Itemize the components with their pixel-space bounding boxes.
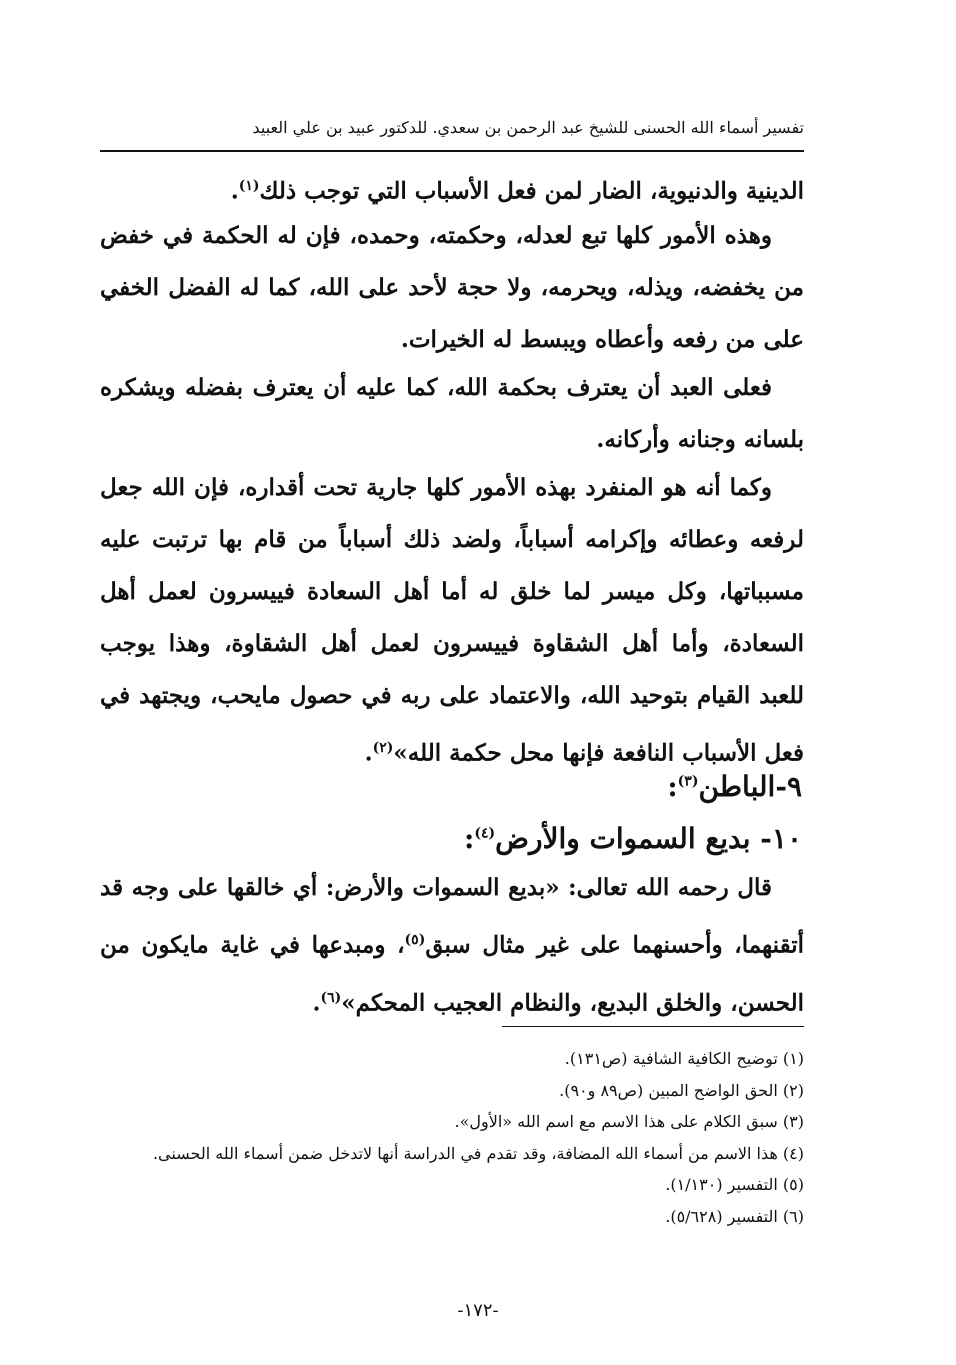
paragraph-5-text: قال رحمه الله تعالى: «بديع السموات والأرض: أي خالقها على وجه قد أتقنهما، وأحسنهما على غير مثال سبق [100,874,804,959]
footnote-6: (٦) التفسير (٥/٦٢٨). [665,1206,804,1226]
footnote-ref-6[interactable]: (٦) [320,989,342,1006]
paragraph-5-middle: ، ومبدعها في غاية مايكون من الحسن، والخلق البديع، والنظام العجيب المحكم» [100,931,804,1017]
page-number: -١٧٢- [457,1300,499,1321]
paragraph-3: فعلى العبد أن يعترف بحكمة الله، كما عليه أن يعترف بفضله ويشكره بلسانه وجنانه وأركانه. [100,374,804,453]
header-divider [100,150,804,152]
footnote-ref-2[interactable]: (٢) [372,740,394,756]
footnote-5: (٥) التفسير (١/١٣٠). [665,1175,804,1194]
footnote-ref-3[interactable]: (٣) [677,773,699,790]
footnote-divider [502,1026,804,1027]
footnote-ref-5[interactable]: (٥) [404,932,426,948]
paragraph-4 [100,462,804,780]
footnotes [100,1043,804,1232]
paragraph-5-end: . [312,989,321,1017]
heading-10-text: ١٠- بديع السموات والأرض [495,822,802,855]
paragraph-5 [100,862,804,1029]
heading-10 [464,822,802,855]
paragraph-2: وهذه الأمور كلها تبع لعدله، وحكمته، وحمده، فإن له الحكمة في خفض من يخفضه، ويذله، ويحرمه، ولا حجة لأحد على الله، كما له الفضل الخفي على من رفعه وأعطاه ويبسط له الخيرات. [100,222,804,353]
heading-10-end: : [464,822,475,855]
paragraph-1-text: الدينية والدنيوية، الضار لمن فعل الأسباب التي توجب ذلك [259,177,804,205]
footnote-ref-4[interactable]: (٤) [474,825,496,842]
heading-9-text: ٩-الباطن [698,770,802,803]
paragraph-4-end: . [364,739,373,767]
footnote-1: (١) توضيح الكافية الشافية (ص١٣١). [564,1049,804,1068]
footnote-ref-1[interactable]: (١) [238,178,260,194]
footnote-4: (٤) هذا الاسم من أسماء الله المضافة، وقد تقدم في الدراسة أنها لاتدخل ضمن أسماء الله الحسنى. [152,1143,804,1163]
paragraph-4-text: وكما أنه هو المنفرد بهذه الأمور كلها جارية تحت أقداره، فإن الله جعل لرفعه وعطائه وإكرامه أسباباً، ولضد ذلك أسباباً من قام بها ترتبت عليه مسبباتها، وكل ميسر لما خلق له أما أهل السعادة فييسرون لعمل أهل السعادة، وأما أهل الشقاوة فييسرون لعمل أهل الشقاوة، وهذا يوجب للعبد القيام بتوحيد الله، والاعتماد على ربه في حصول مايحب، ويجتهد في فعل الأسباب النافعة فإنها محل حكمة الله» [100,474,804,767]
paragraph-1 [100,160,804,218]
heading-9-end: : [667,770,678,803]
footnote-2: (٢) الحق الواضح المبين (ص٨٩ و٩٠). [559,1080,804,1100]
running-header: تفسير أسماء الله الحسنى للشيخ عبد الرحمن بن سعدي. للدكتور عبيد بن علي العبيد [252,118,804,137]
heading-9 [667,770,802,803]
footnote-3: (٣) سبق الكلام على هذا الاسم مع اسم الله «الأول». [454,1112,804,1131]
paragraph-1-end: . [230,177,239,205]
